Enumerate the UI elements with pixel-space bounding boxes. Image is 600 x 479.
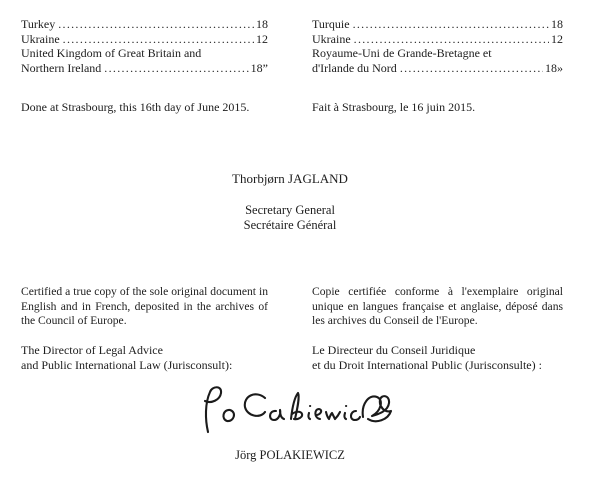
director-title-line: and Public International Law (Jurisconsult):	[21, 357, 233, 372]
title-french: Secrétaire Général	[243, 217, 337, 232]
director-title-line: et du Droit International Public (Jurisconsulte) :	[312, 357, 542, 372]
country-name: Turquie	[312, 17, 350, 31]
ratification-count: 12	[551, 31, 563, 46]
certified-paragraph-fr	[312, 285, 563, 329]
country-name: d'Irlande du Nord	[312, 60, 397, 75]
paragraph-line: the Council of Europe.	[21, 314, 127, 328]
paragraph-line: unique en langues française et anglaise, déposé dans	[312, 299, 563, 313]
ratification-list-fr	[312, 17, 563, 75]
dot-leader	[400, 61, 543, 76]
certified-paragraph-en	[21, 285, 268, 329]
ratification-row-royaume-uni-line2	[312, 61, 563, 76]
country-name: United Kingdom of Great Britain and	[21, 46, 202, 60]
dot-leader	[58, 17, 254, 32]
director-title-en	[21, 343, 281, 372]
paragraph-line: Certified a true copy of the sole original document in	[21, 285, 268, 298]
dot-leader	[104, 61, 248, 76]
country-name: Ukraine	[312, 31, 351, 46]
title-english: Secretary General	[245, 203, 335, 217]
done-at-line-fr: Fait à Strasbourg, le 16 juin 2015.	[312, 100, 476, 114]
ratification-row-ukraine	[21, 32, 268, 47]
country-name: Northern Ireland	[21, 60, 102, 75]
ratification-count: 18	[551, 17, 563, 31]
ratification-list-en	[21, 17, 268, 75]
ratification-row-turquie	[312, 17, 563, 32]
jurisconsult-name: Jörg POLAKIEWICZ	[235, 448, 345, 462]
ratification-count: 18»	[545, 60, 563, 75]
signature-polakiewicz	[191, 383, 396, 441]
done-at-line-en: Done at Strasbourg, this 16th day of June 2015.	[21, 100, 250, 114]
dot-leader	[353, 17, 549, 32]
paragraph-line: les archives du Conseil de l'Europe.	[312, 314, 478, 328]
ratification-count: 18”	[250, 60, 268, 75]
ratification-row-uk-line2	[21, 61, 268, 76]
ratification-row-royaume-uni-line1	[312, 46, 563, 61]
ratification-row-turkey	[21, 17, 268, 32]
dot-leader	[354, 32, 549, 47]
ratification-count: 18	[256, 17, 268, 31]
ratification-row-ukraine-fr	[312, 32, 563, 47]
ratification-row-uk-line1	[21, 46, 268, 61]
paragraph-line: English and in French, deposited in the archives of	[21, 299, 268, 313]
dot-leader	[63, 32, 254, 47]
secretary-general-titles	[140, 203, 440, 232]
director-title-fr	[312, 343, 582, 372]
country-name: Royaume-Uni de Grande-Bretagne et	[312, 46, 492, 60]
paragraph-line: Copie certifiée conforme à l'exemplaire original	[312, 285, 563, 298]
ratification-count: 12	[256, 31, 268, 46]
country-name: Turkey	[21, 17, 56, 31]
secretary-general-name: Thorbjørn JAGLAND	[232, 171, 348, 186]
country-name: Ukraine	[21, 31, 60, 46]
director-title-line: The Director of Legal Advice	[21, 343, 163, 357]
director-title-line: Le Directeur du Conseil Juridique	[312, 343, 476, 357]
